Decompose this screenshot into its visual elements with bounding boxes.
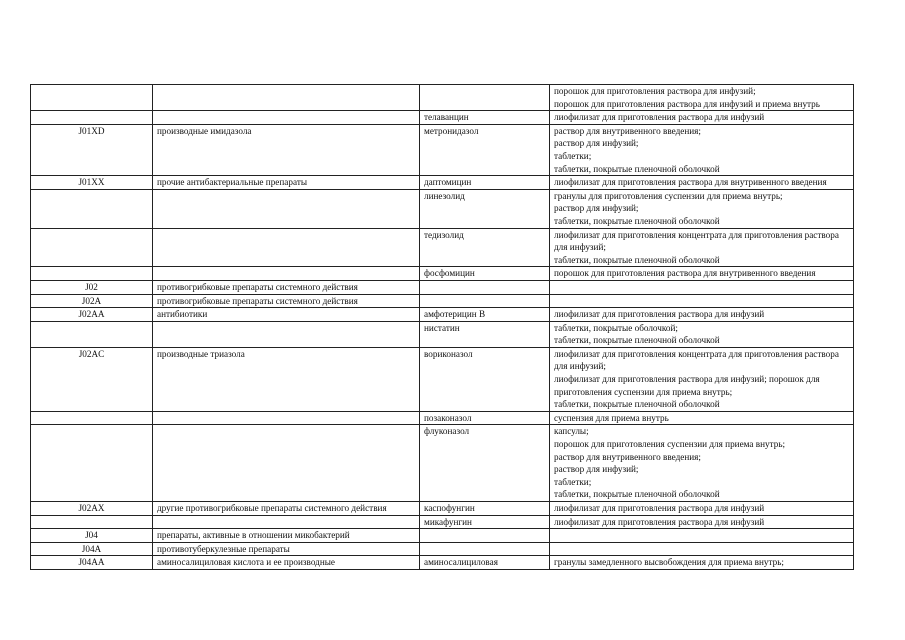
dosage-forms-cell [550,425,854,502]
dosage-form-line: раствор для инфузий; [554,138,639,149]
dosage-forms-cell [550,280,854,294]
atc-code-cell [31,411,153,425]
dosage-form-line: таблетки, покрытые пленочной оболочкой [554,489,720,500]
table-row [31,267,854,281]
atc-code-cell: J04AA [31,556,153,570]
dosage-forms-cell [550,189,854,228]
dosage-form-line: лиофилизат для приготовления раствора для инфузий [554,503,765,513]
dosage-forms-cell [550,321,854,347]
dosage-form-line: гранулы для приготовления суспензии для приема внутрь; [554,190,783,201]
atc-code-cell: J02A [31,294,153,308]
drug-name-cell [420,280,550,294]
dosage-forms-cell [550,515,854,529]
anatomical-group-cell [153,228,420,267]
atc-code-cell: J01XX [31,176,153,190]
drug-name-cell [420,294,550,308]
dosage-form-line: порошок для приготовления раствора для инфузий; [554,86,756,96]
anatomical-group-cell: препараты, активные в отношении микобактерий [153,529,420,543]
anatomical-group-cell: антибиотики [153,308,420,322]
table-row [31,502,854,516]
dosage-form-line: порошок для приготовления раствора для инфузий и приема внутрь [554,98,820,109]
dosage-forms-cell [550,267,854,281]
drug-name-cell: метронидазол [420,124,550,175]
atc-code-cell [31,425,153,502]
dosage-form-line: раствор для инфузий; [554,203,639,214]
table-row [31,321,854,347]
dosage-form-line: таблетки; [554,476,592,487]
drug-name-cell: флуконазол [420,425,550,502]
medicines-table-body [31,85,854,570]
table-row [31,280,854,294]
atc-code-cell: J02AC [31,347,153,411]
dosage-forms-cell [550,124,854,175]
drug-name-cell: нистатин [420,321,550,347]
drug-name-cell: позаконазол [420,411,550,425]
atc-code-cell [31,228,153,267]
anatomical-group-cell: противогрибковые препараты системного действия [153,294,420,308]
atc-code-cell: J01XD [31,124,153,175]
dosage-form-line: лиофилизат для приготовления раствора для инфузий [554,516,765,527]
anatomical-group-cell [153,515,420,529]
drug-name-cell [420,529,550,543]
table-row [31,176,854,190]
drug-name-cell [420,85,550,111]
table-row [31,228,854,267]
drug-name-cell: тедизолид [420,228,550,267]
dosage-forms-cell [550,529,854,543]
atc-code-cell: J02 [31,280,153,294]
dosage-form-line: раствор для внутривенного введения; [554,125,701,136]
dosage-form-line: таблетки; [554,150,592,161]
dosage-form-line: лиофилизат для приготовления концентрата для приготовления раствора для инфузий; [554,229,839,253]
dosage-forms-cell [550,308,854,322]
atc-code-cell [31,321,153,347]
anatomical-group-cell: производные триазола [153,347,420,411]
dosage-form-line: лиофилизат для приготовления раствора для внутривенного введения [554,177,827,188]
anatomical-group-cell: аминосалициловая кислота и ее производные [153,556,420,570]
drug-name-cell: амфотерицин B [420,308,550,322]
dosage-form-line: суспензия для приема внутрь [554,412,669,423]
dosage-form-line: таблетки, покрытые пленочной оболочкой [554,163,720,174]
table-row [31,556,854,570]
dosage-form-line: таблетки, покрытые оболочкой; [554,322,678,333]
atc-code-cell: J04 [31,529,153,543]
dosage-form-line: таблетки, покрытые пленочной оболочкой [554,399,720,410]
dosage-forms-cell [550,294,854,308]
drug-name-cell: телаванцин [420,111,550,125]
dosage-forms-cell [550,347,854,411]
dosage-forms-cell [550,111,854,125]
dosage-forms-cell [550,85,854,111]
anatomical-group-cell [153,267,420,281]
atc-code-cell [31,189,153,228]
drug-name-cell [420,542,550,556]
drug-name-cell: аминосалициловая [420,556,550,570]
table-row [31,425,854,502]
dosage-form-line: лиофилизат для приготовления раствора для инфузий; порошок для приготовления суспензии для приема внутрь; [554,374,820,397]
drug-name-cell: вориконазол [420,347,550,411]
dosage-form-line: таблетки, покрытые пленочной оболочкой [554,335,720,346]
dosage-form-line: таблетки, покрытые пленочной оболочкой [554,254,720,265]
atc-code-cell [31,85,153,111]
dosage-form-line: раствор для внутривенного введения; [554,451,701,462]
table-row [31,111,854,125]
table-row [31,294,854,308]
anatomical-group-cell: противотуберкулезные препараты [153,542,420,556]
atc-code-cell [31,515,153,529]
table-row [31,542,854,556]
anatomical-group-cell [153,425,420,502]
dosage-form-line: капсулы; [554,426,589,437]
atc-code-cell: J02AA [31,308,153,322]
atc-code-cell: J04A [31,542,153,556]
table-row [31,515,854,529]
atc-code-cell: J02AX [31,502,153,516]
medicines-table [30,84,854,570]
anatomical-group-cell [153,111,420,125]
anatomical-group-cell: прочие антибактериальные препараты [153,176,420,190]
anatomical-group-cell [153,321,420,347]
anatomical-group-cell [153,189,420,228]
drug-name-cell: микафунгин [420,515,550,529]
anatomical-group-cell [153,85,420,111]
dosage-form-line: раствор для инфузий; [554,464,639,475]
table-row [31,308,854,322]
anatomical-group-cell: производные имидазола [153,124,420,175]
dosage-form-line: таблетки, покрытые пленочной оболочкой [554,215,720,226]
table-row [31,411,854,425]
table-row [31,529,854,543]
dosage-form-line: порошок для приготовления суспензии для приема внутрь; [554,439,786,450]
drug-name-cell: даптомицин [420,176,550,190]
table-row [31,124,854,175]
table-row [31,85,854,111]
dosage-forms-cell [550,542,854,556]
dosage-form-line: лиофилизат для приготовления раствора для инфузий [554,309,765,320]
atc-code-cell [31,111,153,125]
dosage-forms-cell [550,411,854,425]
drug-name-cell: линезолид [420,189,550,228]
anatomical-group-cell [153,411,420,425]
drug-name-cell: каспофунгин [420,502,550,516]
dosage-form-line: гранулы замедленного высвобождения для приема внутрь; [554,557,784,568]
dosage-forms-cell [550,502,854,516]
table-row [31,189,854,228]
anatomical-group-cell: противогрибковые препараты системного действия [153,280,420,294]
dosage-form-line: лиофилизат для приготовления раствора для инфузий [554,112,765,123]
dosage-form-line: порошок для приготовления раствора для внутривенного введения [554,268,816,279]
anatomical-group-cell: другие противогрибковые препараты системного действия [153,502,420,516]
dosage-forms-cell [550,176,854,190]
table-row [31,347,854,411]
dosage-forms-cell [550,228,854,267]
drug-name-cell: фосфомицин [420,267,550,281]
dosage-form-line: лиофилизат для приготовления концентрата для приготовления раствора для инфузий; [554,348,839,372]
dosage-forms-cell [550,556,854,570]
atc-code-cell [31,267,153,281]
